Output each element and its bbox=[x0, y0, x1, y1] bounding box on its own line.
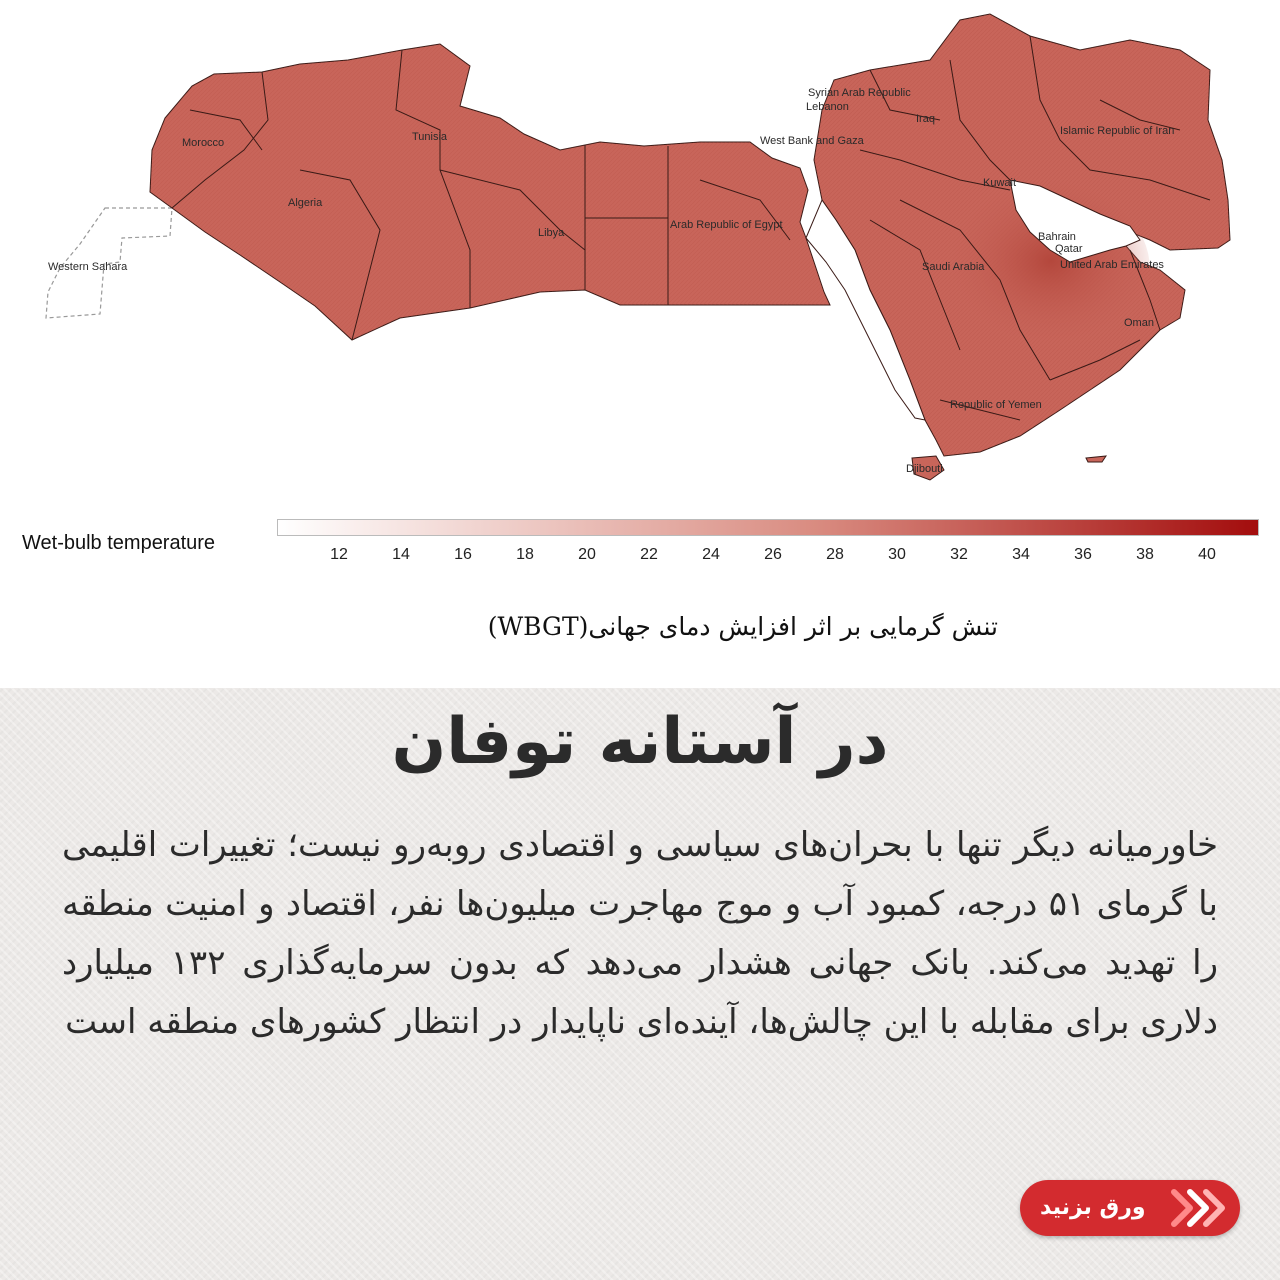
legend-tick-label: 26 bbox=[764, 546, 782, 563]
country-label: Oman bbox=[1124, 317, 1154, 329]
article-section bbox=[0, 688, 1280, 1280]
mena-heat-map bbox=[0, 0, 1280, 500]
socotra-shape bbox=[1086, 456, 1106, 462]
country-label: Algeria bbox=[288, 197, 323, 209]
legend-tick-label: 16 bbox=[454, 546, 472, 563]
legend-ticks bbox=[0, 546, 1280, 570]
legend-tick-label: 14 bbox=[392, 546, 410, 563]
swipe-button[interactable] bbox=[1020, 1180, 1240, 1236]
country-label: West Bank and Gaza bbox=[760, 135, 864, 147]
country-label: Bahrain bbox=[1038, 231, 1076, 243]
country-label: Libya bbox=[538, 227, 565, 239]
legend-tick-label: 12 bbox=[330, 546, 348, 563]
country-label: Islamic Republic of Iran bbox=[1060, 125, 1175, 137]
country-label: Saudi Arabia bbox=[922, 261, 985, 273]
country-label: Syrian Arab Republic bbox=[808, 87, 911, 99]
legend-tick-label: 38 bbox=[1136, 546, 1154, 563]
country-label: Djibouti bbox=[906, 463, 943, 475]
body-text: خاورمیانه دیگر تنها با بحران‌های سیاسی و اقتصادی روبه‌رو نیست؛ تغییرات اقلیمی با گرمای ۵۱ درجه، کمبود آب و موج مهاجرت میلیون‌ها نفر، اقتصاد و امنیت منطقه را تهدید می‌کند. بانک جهانی هشدار می‌دهد که بدون سرمایه‌گذاری ۱۳۲ میلیارد دلاری برای مقابله با این چالش‌ها، آینده‌ای ناپایدار در انتظار کشورهای منطقه است bbox=[62, 825, 1219, 1042]
legend-tick-label: 40 bbox=[1198, 546, 1216, 563]
legend-tick-label: 24 bbox=[702, 546, 720, 563]
country-label: Tunisia bbox=[412, 131, 448, 143]
double-chevron-right-icon bbox=[1168, 1188, 1232, 1228]
country-label: United Arab Emirates bbox=[1060, 259, 1164, 271]
north-africa-hatch bbox=[150, 44, 830, 340]
legend-tick-label: 20 bbox=[578, 546, 596, 563]
legend-tick-label: 30 bbox=[888, 546, 906, 563]
legend-tick-label: 22 bbox=[640, 546, 658, 563]
legend-color-bar bbox=[277, 519, 1259, 536]
legend-tick-label: 18 bbox=[516, 546, 534, 563]
country-label: Western Sahara bbox=[48, 261, 128, 273]
legend-title: Wet-bulb temperature bbox=[22, 532, 216, 554]
country-label: Morocco bbox=[182, 137, 225, 149]
country-label: Lebanon bbox=[806, 101, 849, 113]
country-label: Qatar bbox=[1055, 243, 1083, 255]
country-label: Republic of Yemen bbox=[950, 399, 1042, 411]
country-label: Kuwait bbox=[983, 177, 1017, 189]
country-label: Arab Republic of Egypt bbox=[670, 219, 783, 231]
map-caption: تنش گرمایی بر اثر افزایش دمای جهانی(WBGT) bbox=[487, 612, 998, 641]
legend-tick-label: 32 bbox=[950, 546, 968, 563]
legend-tick-label: 28 bbox=[826, 546, 844, 563]
country-label: Iraq bbox=[916, 113, 935, 125]
legend-tick-label: 34 bbox=[1012, 546, 1030, 563]
swipe-button-label: ورق بزنید bbox=[1040, 1195, 1146, 1220]
legend-tick-label: 36 bbox=[1074, 546, 1092, 563]
headline: در آستانه توفان bbox=[391, 705, 889, 779]
